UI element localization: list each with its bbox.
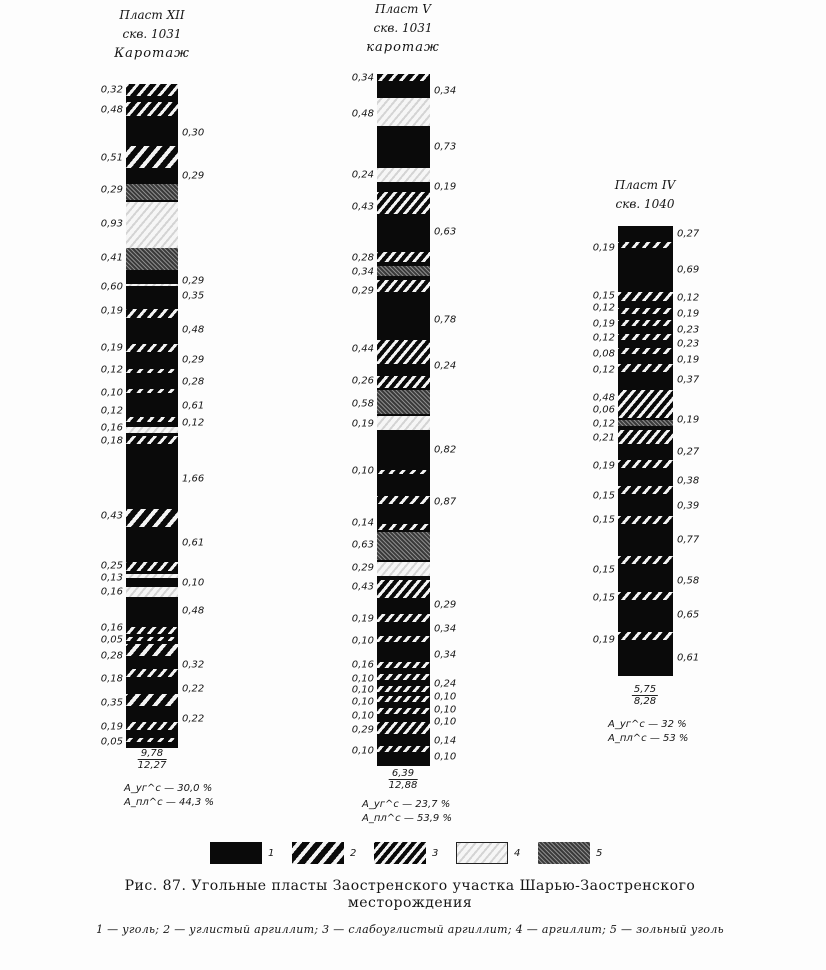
total-numerator: 6,39 <box>389 768 418 780</box>
thickness-label-right: 0,10 <box>182 577 205 589</box>
thickness-label-left: 0,12 <box>592 332 615 344</box>
thickness-label-left: 0,19 <box>592 242 615 254</box>
weakly-coaly-argillite-layer <box>377 696 430 702</box>
thickness-label-left: 0,18 <box>100 673 123 685</box>
thickness-label-left: 0,10 <box>351 635 374 647</box>
thickness-label-right: 0,10 <box>434 716 457 728</box>
seam-column-plast-xii <box>126 84 178 748</box>
thickness-label-right: 0,28 <box>182 376 205 388</box>
argillite-layer <box>126 284 178 286</box>
thickness-label-right: 0,29 <box>434 599 457 611</box>
coaly-argillite-layer <box>126 722 178 730</box>
total-denominator: 8,28 <box>633 696 657 707</box>
thickness-label-right: 0,34 <box>434 623 457 635</box>
coaly-argillite-layer <box>126 644 178 656</box>
thickness-label-right: 0,19 <box>677 414 700 426</box>
thickness-label-left: 0,10 <box>351 745 374 757</box>
coaly-argillite-layer <box>618 308 673 314</box>
thickness-label-left: 0,21 <box>592 432 615 444</box>
thickness-label-right: 0,35 <box>182 290 205 302</box>
weakly-coaly-argillite-layer <box>377 636 430 642</box>
thickness-label-left: 0,29 <box>100 184 123 196</box>
argillite-layer <box>126 574 178 578</box>
legend-number: 1 <box>268 848 275 859</box>
thickness-label-left: 0,29 <box>351 724 374 736</box>
legend-swatch-weakly-coaly-argillite <box>374 842 426 864</box>
column-header-plast-iv <box>615 176 676 214</box>
thickness-label-left: 0,16 <box>100 586 123 598</box>
thickness-label-right: 0,39 <box>677 500 700 512</box>
thickness-label-left: 0,25 <box>100 560 123 572</box>
thickness-label-right: 1,66 <box>182 473 205 485</box>
thickness-label-right: 0,48 <box>182 605 205 617</box>
thickness-label-right: 0,61 <box>677 652 700 664</box>
weakly-coaly-argillite-layer <box>377 252 430 262</box>
thickness-label-left: 0,19 <box>100 721 123 733</box>
thickness-label-left: 0,43 <box>351 581 374 593</box>
thickness-label-left: 0,63 <box>351 539 374 551</box>
thickness-label-right: 0,37 <box>677 374 700 386</box>
thickness-label-left: 0,32 <box>100 84 123 96</box>
thickness-label-right: 0,38 <box>677 475 700 487</box>
legend-swatch-argillite <box>456 842 508 864</box>
legend-number: 5 <box>596 848 603 859</box>
argillite-layer <box>126 587 178 597</box>
thickness-label-right: 0,69 <box>677 264 700 276</box>
thickness-label-left: 0,19 <box>592 460 615 472</box>
figure-legend-text: 1 — уголь; 2 — углистый аргиллит; 3 — слабоуглистый аргиллит; 4 — аргиллит; 5 — зольный уголь <box>96 923 724 936</box>
thickness-label-left: 0,28 <box>351 252 374 264</box>
thickness-label-left: 0,43 <box>351 201 374 213</box>
thickness-label-right: 0,10 <box>434 704 457 716</box>
thickness-label-left: 0,35 <box>100 697 123 709</box>
coaly-argillite-layer <box>126 102 178 116</box>
thickness-label-left: 0,48 <box>351 108 374 120</box>
column-method: Каротаж <box>114 46 190 61</box>
column-total-plast-xii <box>138 748 167 771</box>
coaly-argillite-layer <box>618 516 673 524</box>
coaly-argillite-layer <box>618 348 673 354</box>
thickness-label-right: 0,34 <box>434 85 457 97</box>
thickness-label-left: 0,19 <box>351 613 374 625</box>
coaly-argillite-layer <box>618 242 673 248</box>
thickness-label-left: 0,12 <box>592 364 615 376</box>
coaly-argillite-layer <box>618 460 673 468</box>
thickness-label-right: 0,82 <box>434 444 457 456</box>
thickness-label-right: 0,58 <box>677 575 700 587</box>
thickness-label-left: 0,12 <box>100 364 123 376</box>
thickness-label-left: 0,14 <box>351 517 374 529</box>
thickness-label-right: 0,29 <box>182 275 205 287</box>
weakly-coaly-argillite-layer <box>377 662 430 668</box>
thickness-label-left: 0,16 <box>100 422 123 434</box>
legend-number: 2 <box>350 848 357 859</box>
coaly-argillite-layer <box>618 292 673 301</box>
argillite-layer <box>377 168 430 182</box>
total-denominator: 12,27 <box>137 760 167 771</box>
legend-swatch-coal <box>210 842 262 864</box>
weakly-coaly-argillite-layer <box>377 746 430 752</box>
weakly-coaly-argillite-layer <box>377 708 430 714</box>
thickness-label-left: 0,05 <box>100 634 123 646</box>
thickness-label-left: 0,51 <box>100 152 123 164</box>
weakly-coaly-argillite-layer <box>618 430 673 444</box>
thickness-label-right: 0,27 <box>677 228 700 240</box>
weakly-coaly-argillite-layer <box>377 674 430 680</box>
thickness-label-left: 0,44 <box>351 343 374 355</box>
figure-caption: Рис. 87. Угольные пласты Заостренского участка Шарью-Заостренского месторождения <box>124 878 696 911</box>
thickness-label-left: 0,15 <box>592 564 615 576</box>
thickness-label-right: 0,22 <box>182 683 205 695</box>
thickness-label-left: 0,34 <box>351 72 374 84</box>
weakly-coaly-argillite-layer <box>618 390 673 418</box>
thickness-label-right: 0,63 <box>434 226 457 238</box>
coaly-argillite-layer <box>126 738 178 742</box>
coaly-argillite-layer <box>618 364 673 372</box>
thickness-label-right: 0,23 <box>677 324 700 336</box>
thickness-label-left: 0,06 <box>592 404 615 416</box>
thickness-label-right: 0,10 <box>434 691 457 703</box>
thickness-label-right: 0,19 <box>677 308 700 320</box>
thickness-label-right: 0,73 <box>434 141 457 153</box>
thickness-label-left: 0,60 <box>100 281 123 293</box>
ashy-coal-layer <box>126 184 178 200</box>
legend-number: 4 <box>514 848 521 859</box>
thickness-label-left: 0,13 <box>100 572 123 584</box>
thickness-label-left: 0,10 <box>351 696 374 708</box>
thickness-label-right: 0,12 <box>182 417 205 429</box>
total-numerator: 9,78 <box>138 748 167 760</box>
thickness-label-left: 0,16 <box>100 622 123 634</box>
ash-line: A_уг^c — 32 % <box>608 719 687 730</box>
argillite-layer <box>377 416 430 430</box>
thickness-label-right: 0,24 <box>434 678 457 690</box>
ash-line: A_пл^c — 53 % <box>608 733 689 744</box>
coaly-argillite-layer <box>618 556 673 564</box>
ash-content-plast-iv <box>608 718 688 746</box>
ash-line: A_уг^c — 23,7 % <box>362 799 451 810</box>
coaly-argillite-layer <box>618 320 673 326</box>
seam-column-plast-iv <box>618 226 673 676</box>
ash-content-plast-xii <box>124 782 214 810</box>
thickness-label-left: 0,19 <box>592 634 615 646</box>
thickness-label-left: 0,48 <box>592 392 615 404</box>
coaly-argillite-layer <box>618 592 673 600</box>
legend <box>210 842 610 866</box>
coaly-argillite-layer <box>618 486 673 494</box>
coaly-argillite-layer <box>126 436 178 444</box>
thickness-label-left: 0,43 <box>100 510 123 522</box>
thickness-label-right: 0,61 <box>182 537 205 549</box>
thickness-label-left: 0,12 <box>592 302 615 314</box>
weakly-coaly-argillite-layer <box>377 722 430 734</box>
seam-column-plast-v <box>377 74 430 766</box>
thickness-label-left: 0,10 <box>351 465 374 477</box>
column-well: скв. 1031 <box>373 21 433 35</box>
thickness-label-left: 0,12 <box>592 418 615 430</box>
ash-line: A_пл^c — 44,3 % <box>124 797 214 808</box>
coaly-argillite-layer <box>126 146 178 168</box>
thickness-label-left: 0,58 <box>351 398 374 410</box>
total-denominator: 12,88 <box>388 780 418 791</box>
thickness-label-right: 0,29 <box>182 170 205 182</box>
argillite-layer <box>126 202 178 248</box>
thickness-label-left: 0,26 <box>351 375 374 387</box>
thickness-label-right: 0,78 <box>434 314 457 326</box>
coaly-argillite-layer <box>126 84 178 96</box>
legend-swatch-coaly-argillite <box>292 842 344 864</box>
column-title: Пласт IV <box>614 178 676 192</box>
ashy-coal-layer <box>618 420 673 426</box>
thickness-label-right: 0,77 <box>677 534 700 546</box>
column-total-plast-iv <box>632 684 658 707</box>
coaly-argillite-layer <box>618 632 673 640</box>
argillite-layer <box>377 562 430 576</box>
column-header-plast-v <box>366 0 440 57</box>
weakly-coaly-argillite-layer <box>377 192 430 214</box>
ashy-coal-layer <box>126 248 178 270</box>
argillite-layer <box>126 427 178 433</box>
thickness-label-left: 0,93 <box>100 218 123 230</box>
total-numerator: 5,75 <box>633 684 657 695</box>
thickness-label-left: 0,15 <box>592 592 615 604</box>
legend-number: 3 <box>432 848 439 859</box>
thickness-label-left: 0,19 <box>100 342 123 354</box>
coaly-argillite-layer <box>126 627 178 634</box>
coaly-argillite-layer <box>126 369 178 373</box>
column-well: скв. 1031 <box>122 27 182 41</box>
weakly-coaly-argillite-layer <box>377 614 430 622</box>
weakly-coaly-argillite-layer <box>377 280 430 292</box>
weakly-coaly-argillite-layer <box>377 580 430 598</box>
thickness-label-left: 0,12 <box>100 405 123 417</box>
ashy-coal-layer <box>377 532 430 560</box>
coaly-argillite-layer <box>377 524 430 530</box>
ashy-coal-layer <box>377 266 430 276</box>
column-well: скв. 1040 <box>615 197 675 211</box>
thickness-label-left: 0,29 <box>351 285 374 297</box>
thickness-label-left: 0,10 <box>351 684 374 696</box>
thickness-label-right: 0,19 <box>677 354 700 366</box>
weakly-coaly-argillite-layer <box>377 686 430 692</box>
thickness-label-left: 0,15 <box>592 290 615 302</box>
thickness-label-left: 0,16 <box>351 659 374 671</box>
thickness-label-left: 0,28 <box>100 650 123 662</box>
legend-swatch-ashy-coal <box>538 842 590 864</box>
thickness-label-left: 0,10 <box>351 673 374 685</box>
thickness-label-right: 0,27 <box>677 446 700 458</box>
thickness-label-left: 0,19 <box>100 305 123 317</box>
coaly-argillite-layer <box>126 389 178 393</box>
thickness-label-left: 0,10 <box>351 710 374 722</box>
ash-line: A_пл^c — 53,9 % <box>362 813 452 824</box>
thickness-label-left: 0,08 <box>592 348 615 360</box>
ashy-coal-layer <box>377 390 430 414</box>
thickness-label-left: 0,48 <box>100 104 123 116</box>
thickness-label-right: 0,48 <box>182 324 205 336</box>
thickness-label-left: 0,19 <box>592 318 615 330</box>
coaly-argillite-layer <box>126 637 178 641</box>
thickness-label-right: 0,24 <box>434 360 457 372</box>
thickness-label-left: 0,05 <box>100 736 123 748</box>
ash-content-plast-v <box>362 798 452 826</box>
thickness-label-left: 0,41 <box>100 252 123 264</box>
thickness-label-right: 0,34 <box>434 649 457 661</box>
coaly-argillite-layer <box>377 496 430 504</box>
thickness-label-right: 0,30 <box>182 127 205 139</box>
argillite-layer <box>377 98 430 126</box>
thickness-label-right: 0,23 <box>677 338 700 350</box>
thickness-label-right: 0,61 <box>182 400 205 412</box>
thickness-label-left: 0,15 <box>592 490 615 502</box>
thickness-label-left: 0,10 <box>100 387 123 399</box>
column-title: Пласт XII <box>119 8 185 22</box>
coaly-argillite-layer <box>126 344 178 352</box>
column-method: каротаж <box>366 40 440 55</box>
thickness-label-right: 0,29 <box>182 354 205 366</box>
thickness-label-left: 0,34 <box>351 266 374 278</box>
thickness-label-right: 0,12 <box>677 292 700 304</box>
coaly-argillite-layer <box>126 509 178 527</box>
thickness-label-right: 0,32 <box>182 659 205 671</box>
thickness-label-right: 0,87 <box>434 496 457 508</box>
thickness-label-left: 0,29 <box>351 562 374 574</box>
column-header-plast-xii <box>114 6 190 63</box>
thickness-label-left: 0,19 <box>351 418 374 430</box>
thickness-label-left: 0,18 <box>100 435 123 447</box>
coaly-argillite-layer <box>126 562 178 571</box>
thickness-label-left: 0,24 <box>351 169 374 181</box>
thickness-label-left: 0,15 <box>592 514 615 526</box>
thickness-label-right: 0,65 <box>677 609 700 621</box>
thickness-label-right: 0,14 <box>434 735 457 747</box>
coaly-argillite-layer <box>377 470 430 474</box>
ash-line: A_уг^c — 30,0 % <box>124 783 213 794</box>
thickness-label-right: 0,10 <box>434 751 457 763</box>
coaly-argillite-layer <box>377 74 430 81</box>
weakly-coaly-argillite-layer <box>377 376 430 388</box>
coaly-argillite-layer <box>126 417 178 422</box>
coaly-argillite-layer <box>126 309 178 318</box>
thickness-label-right: 0,22 <box>182 713 205 725</box>
column-title: Пласт V <box>375 2 431 16</box>
coaly-argillite-layer <box>126 694 178 706</box>
column-total-plast-v <box>389 768 418 791</box>
coaly-argillite-layer <box>126 669 178 677</box>
weakly-coaly-argillite-layer <box>377 340 430 364</box>
coaly-argillite-layer <box>618 334 673 340</box>
thickness-label-right: 0,19 <box>434 181 457 193</box>
